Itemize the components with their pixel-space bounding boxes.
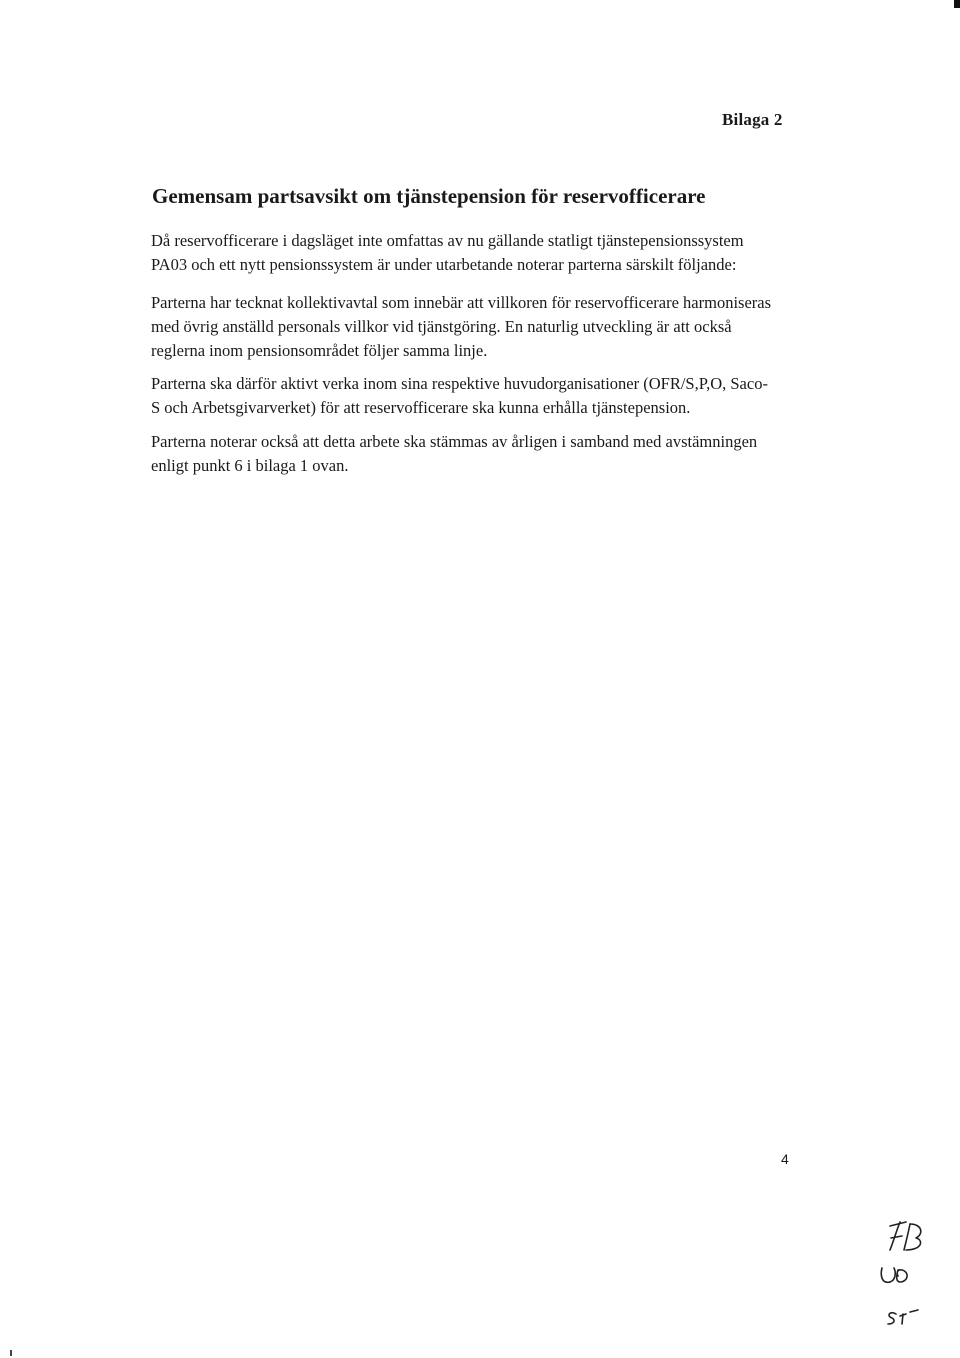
appendix-label: Bilaga 2 <box>722 110 783 129</box>
paragraph-line: Parterna har tecknat kollektivavtal som innebär att villkoren för reservofficerare harmoniseras <box>151 293 772 312</box>
paragraph-line: Parterna noterar också att detta arbete ska stämmas av årligen i samband med avstämningen <box>151 432 758 451</box>
handwritten-initials-icon <box>860 1210 940 1330</box>
paragraph-line: S och Arbetsgivarverket) för att reservofficerare ska kunna erhålla tjänstepension. <box>151 398 691 417</box>
paragraph-line: Då reservofficerare i dagsläget inte omfattas av nu gällande statligt tjänstepensionssystem <box>151 231 744 250</box>
scan-corner-mark <box>954 0 960 8</box>
document-title: Gemensam partsavsikt om tjänstepension för reservofficerare <box>152 184 706 208</box>
scan-edge-mark <box>10 1350 12 1356</box>
paragraph-intro <box>151 229 791 277</box>
paragraph-line: med övrig anställd personals villkor vid tjänstgöring. En naturlig utveckling är att också <box>151 317 732 336</box>
paragraph-line: Parterna ska därför aktivt verka inom sina respektive huvudorganisationer (OFR/S,P,O, Saco- <box>151 374 768 393</box>
paragraph-annual-review <box>151 430 791 478</box>
paragraph-organisations <box>151 372 791 420</box>
paragraph-line: enligt punkt 6 i bilaga 1 ovan. <box>151 456 349 475</box>
paragraph-collective-agreement <box>151 291 791 363</box>
paragraph-line: reglerna inom pensionsområdet följer samma linje. <box>151 341 488 360</box>
page-number: 4 <box>781 1151 789 1167</box>
paragraph-line: PA03 och ett nytt pensionssystem är under utarbetande noterar parterna särskilt följande: <box>151 255 737 274</box>
